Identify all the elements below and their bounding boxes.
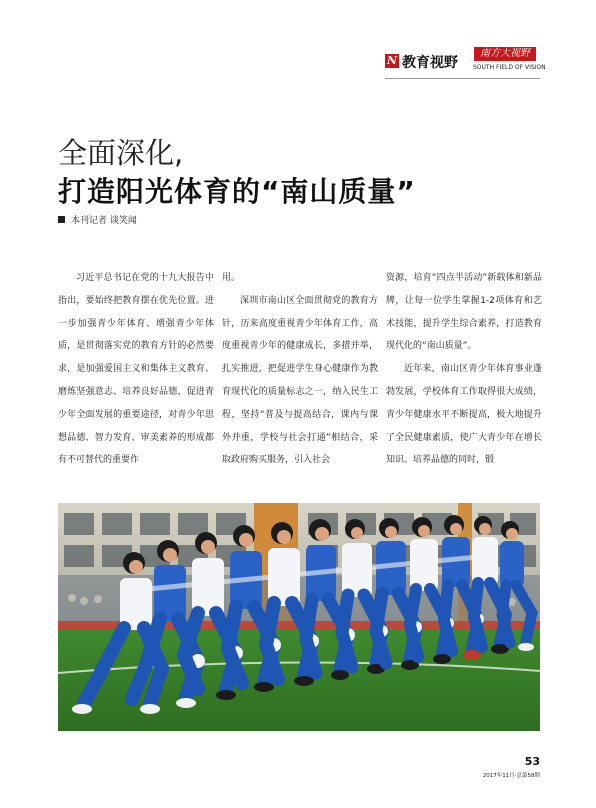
byline-text: 本刊记者 谈笑闻 [71, 216, 137, 226]
students-sports-photo [58, 503, 540, 731]
page-number: 53 [524, 755, 540, 768]
paragraph: 资源，培育“四点半活动”新载体和新品牌，让每一位学生掌握1-2项体育和艺术技能，提升学生综合素养，打造教育现代化的“南山质量”。 [386, 273, 542, 352]
paragraph: 用。 [222, 273, 241, 283]
brand-name: 南方大视野 [474, 47, 536, 61]
byline-square-icon [58, 216, 65, 223]
paragraph: 习近平总书记在党的十九大报告中指出，要始终把教育摆在优先位置。进一步加强青少年体育、增强青少年体质，是贯彻落实党的教育方针的必然要求，是加强爱国主义和集体主义教育、磨炼坚强意志、培养良好品德、促进青少年全面发展的重要途径，对青少年思想品德、智力发育、审美素养的形成都有不可替代的重要作 [58, 273, 214, 466]
paragraph: 近年来，南山区青少年体育事业蓬勃发展，学校体育工作取得很大成绩，青少年健康水平不断提高，极大地提升了全民健康素质，使广大青少年在增长知识、培养品德的同时，锻 [386, 364, 542, 466]
photo-illustration [58, 503, 540, 731]
brand-subtitle: SOUTH FIELD OF VISION [473, 64, 546, 71]
byline [58, 213, 137, 226]
text-column-2 [222, 267, 378, 472]
section-title: 教育视野 [402, 55, 458, 71]
article-title-line2: 打造阳光体育的“南山质量” [58, 175, 416, 208]
article-title-line1: 全面深化, [58, 136, 184, 170]
issue-info: 2017年11月·总第58期 [482, 773, 540, 779]
text-column-3 [386, 267, 542, 472]
text-column-1 [58, 267, 214, 472]
header-divider [385, 78, 540, 79]
paragraph: 深圳市南山区全面贯彻党的教育方针，历来高度重视青少年体育工作，高度重视青少年的健康成长，多措并举，扎实推进，把促进学生身心健康作为教育现代化的质量标志之一，纳入民生工程，坚持“普及与提高结合，课内与课外并重，学校与社会打通”相结合，采取政府购买服务，引入社会 [222, 295, 378, 466]
magazine-logo-icon: N [386, 54, 398, 67]
section-header [385, 44, 546, 78]
